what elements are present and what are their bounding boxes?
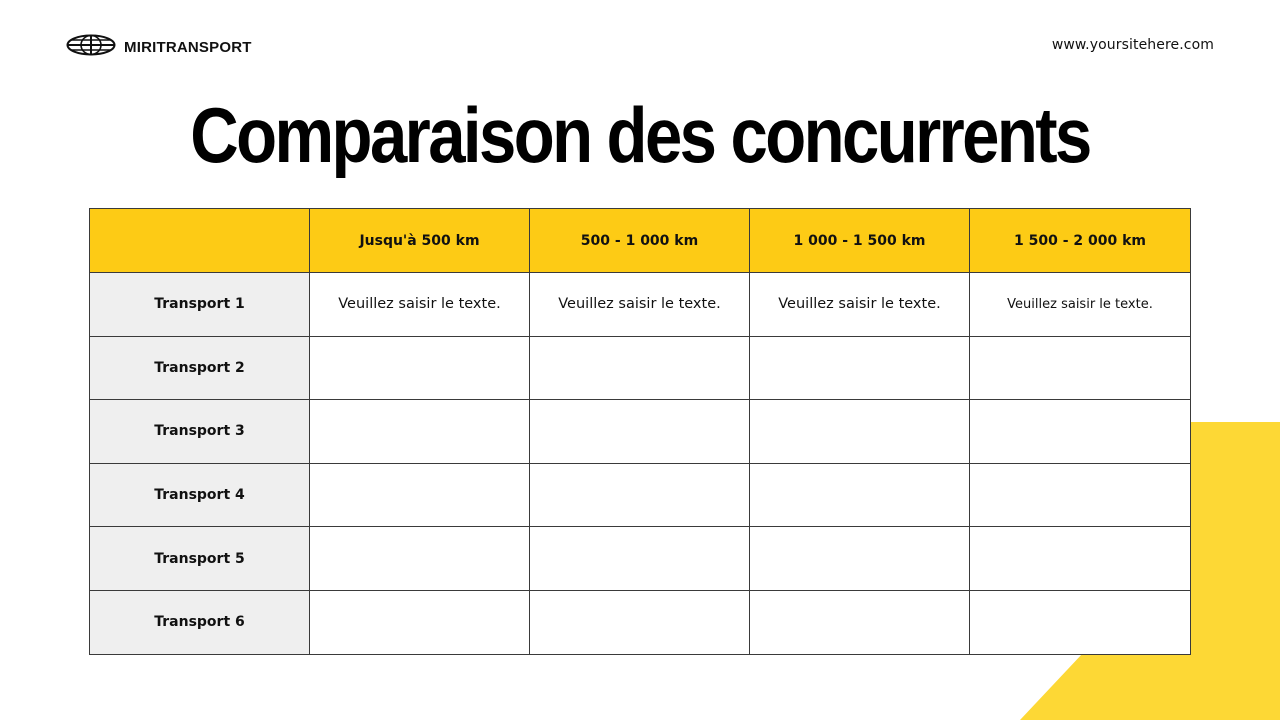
table-row <box>90 336 1191 400</box>
table-cell[interactable] <box>310 463 530 527</box>
header-cell: 1 000 - 1 500 km <box>750 209 970 273</box>
row-label: Transport 6 <box>90 590 310 654</box>
header-cell-empty <box>90 209 310 273</box>
row-label: Transport 5 <box>90 527 310 591</box>
table-cell[interactable]: Veuillez saisir le texte. <box>750 273 970 337</box>
table-cell[interactable] <box>310 400 530 464</box>
table-row <box>90 590 1191 654</box>
header-cell: 500 - 1 000 km <box>530 209 750 273</box>
row-label: Transport 4 <box>90 463 310 527</box>
table-row <box>90 400 1191 464</box>
header-cell: Jusqu'à 500 km <box>310 209 530 273</box>
table-cell[interactable]: Veuillez saisir le texte. <box>970 273 1191 337</box>
table-cell[interactable] <box>310 527 530 591</box>
table-cell[interactable] <box>970 463 1191 527</box>
brand <box>66 34 252 61</box>
table-row <box>90 463 1191 527</box>
table-cell[interactable] <box>970 336 1191 400</box>
page-title: Comparaison des concurrents <box>190 91 1090 179</box>
table-cell[interactable] <box>970 400 1191 464</box>
table-cell[interactable] <box>310 336 530 400</box>
table-row <box>90 527 1191 591</box>
table-cell[interactable] <box>750 400 970 464</box>
table-cell[interactable] <box>530 527 750 591</box>
comparison-table <box>89 208 1191 655</box>
globe-icon <box>66 34 116 61</box>
table-cell[interactable] <box>750 590 970 654</box>
table-cell[interactable]: Veuillez saisir le texte. <box>530 273 750 337</box>
table-cell[interactable] <box>970 527 1191 591</box>
site-url[interactable]: www.yoursitehere.com <box>1051 37 1214 53</box>
table-cell[interactable] <box>970 590 1191 654</box>
table-cell[interactable] <box>530 336 750 400</box>
row-label: Transport 1 <box>90 273 310 337</box>
table-cell[interactable] <box>750 336 970 400</box>
row-label: Transport 2 <box>90 336 310 400</box>
table-row <box>90 273 1191 337</box>
table-cell[interactable] <box>530 590 750 654</box>
table-cell[interactable] <box>750 527 970 591</box>
table-cell[interactable] <box>530 400 750 464</box>
table-header-row <box>90 209 1191 273</box>
table-cell[interactable] <box>750 463 970 527</box>
table-cell[interactable]: Veuillez saisir le texte. <box>310 273 530 337</box>
table-cell[interactable] <box>530 463 750 527</box>
header-cell: 1 500 - 2 000 km <box>970 209 1191 273</box>
table-cell[interactable] <box>310 590 530 654</box>
brand-name: MIRITRANSPORT <box>124 39 252 56</box>
row-label: Transport 3 <box>90 400 310 464</box>
